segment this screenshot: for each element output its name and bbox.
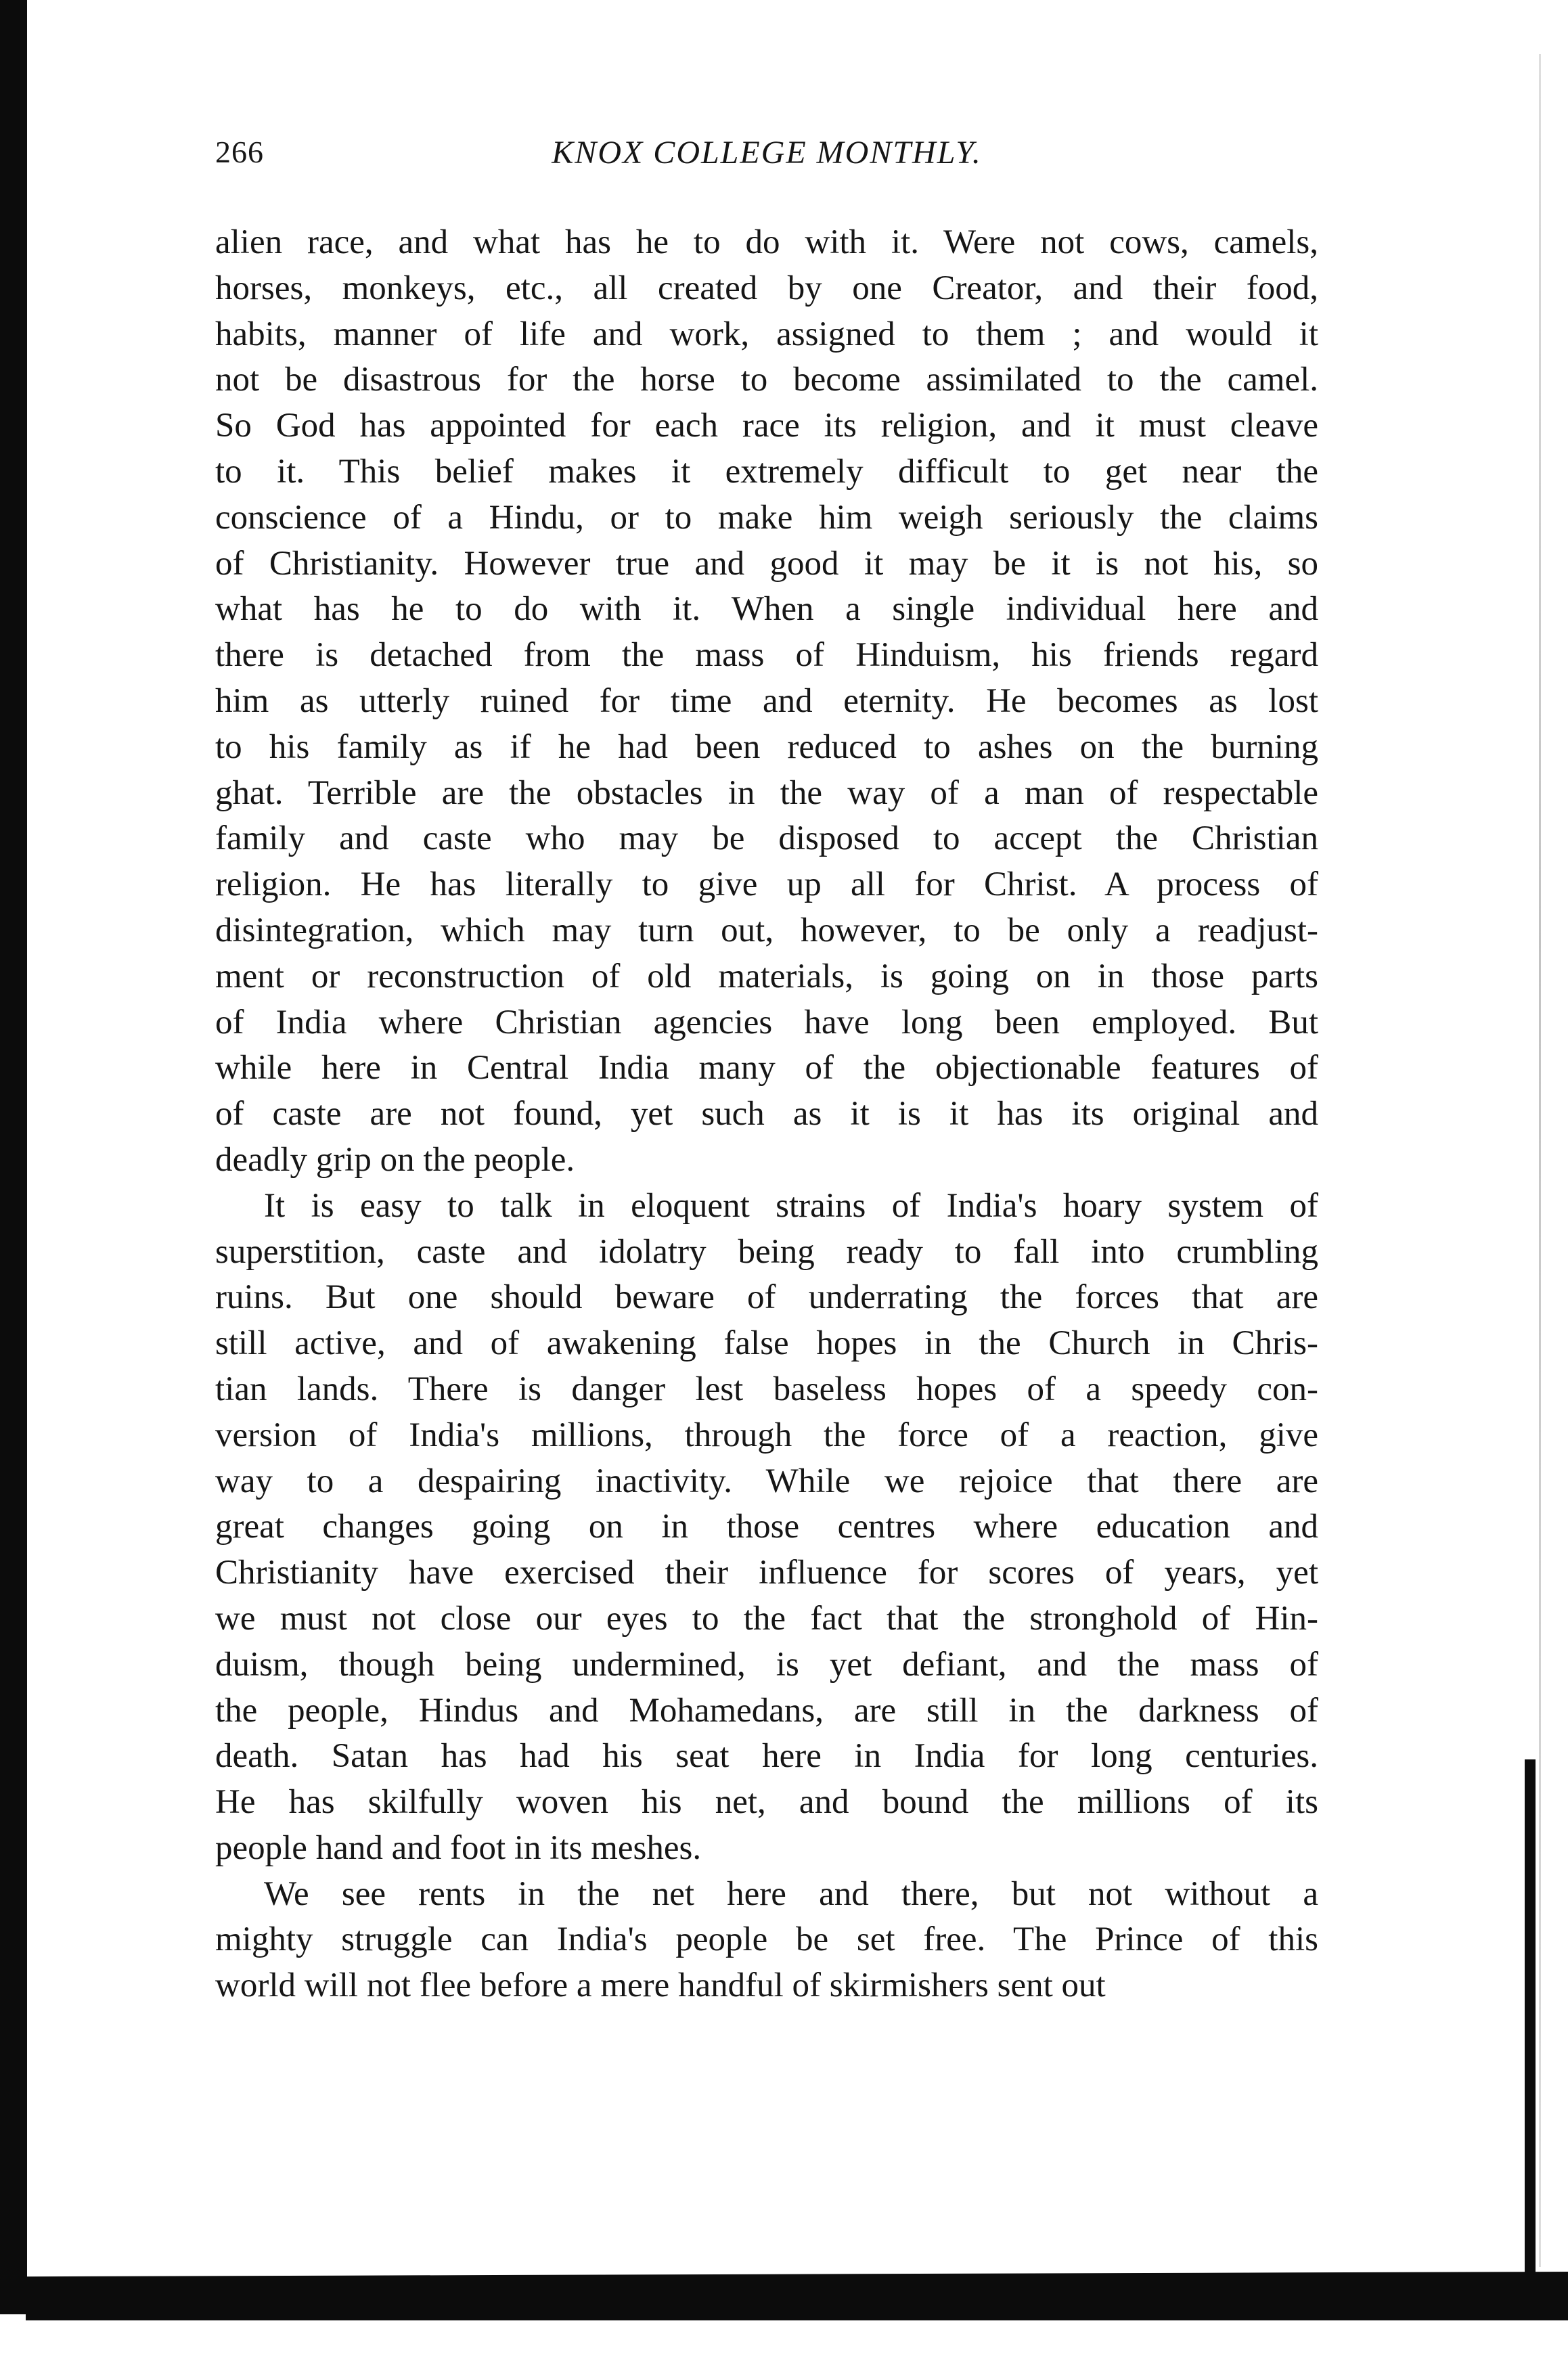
text-line: to it. This belief makes it extremely difficult to get near the — [215, 452, 1318, 491]
text-line: family and caste who may be disposed to accept the Christian — [215, 819, 1318, 858]
text-line: to his family as if he had been reduced to ashes on the burning — [215, 727, 1318, 766]
text-line: there is detached from the mass of Hinduism, his friends regard — [215, 636, 1318, 675]
paragraph — [215, 220, 1318, 1184]
text-line: mighty struggle can India's people be set free. The Prince of this — [215, 1920, 1318, 1959]
text-line: world will not flee before a mere handful of skirmishers sent out — [215, 1966, 1106, 2005]
text-line: what has he to do with it. When a single individual here and — [215, 590, 1318, 629]
text-line: superstition, caste and idolatry being ready to fall into crumbling — [215, 1232, 1318, 1271]
text-line: It is easy to talk in eloquent strains of India's hoary system of — [264, 1186, 1318, 1225]
page-header — [215, 134, 1318, 188]
text-line: deadly grip on the people. — [215, 1140, 575, 1179]
paragraph — [215, 1184, 1318, 1872]
text-line: disintegration, which may turn out, however, to be only a readjust- — [215, 911, 1318, 949]
scan-border-bottom — [26, 2272, 1568, 2320]
scan-border-right — [1539, 54, 1541, 2267]
text-line: we must not close our eyes to the fact that the stronghold of Hin- — [215, 1599, 1318, 1638]
article-body — [215, 220, 1318, 2009]
text-line: him as utterly ruined for time and eternity. He becomes as lost — [215, 681, 1318, 720]
text-line: way to a despairing inactivity. While we rejoice that there are — [215, 1462, 1318, 1500]
text-line: We see rents in the net here and there, but not without a — [264, 1874, 1318, 1913]
text-line: duism, though being undermined, is yet defiant, and the mass of — [215, 1645, 1318, 1684]
scan-border-left — [0, 0, 27, 2314]
text-line: of Christianity. However true and good it may be it is not his, so — [215, 544, 1318, 583]
text-line: version of India's millions, through the force of a reaction, give — [215, 1416, 1318, 1454]
text-line: of caste are not found, yet such as it is it has its original and — [215, 1095, 1318, 1133]
text-line: So God has appointed for each race its religion, and it must cleave — [215, 407, 1318, 445]
text-line: ghat. Terrible are the obstacles in the way of a man of respectable — [215, 773, 1318, 812]
text-line: the people, Hindus and Mohamedans, are still in the darkness of — [215, 1691, 1318, 1730]
text-line: religion. He has literally to give up all for Christ. A process of — [215, 865, 1318, 904]
text-line: great changes going on in those centres where education and — [215, 1508, 1318, 1546]
scan-border-right-lower — [1525, 1759, 1536, 2274]
text-line: Christianity have exercised their influence for scores of years, yet — [215, 1554, 1318, 1592]
text-line: habits, manner of life and work, assigned to them ; and would it — [215, 315, 1318, 353]
text-line: conscience of a Hindu, or to make him weigh seriously the claims — [215, 498, 1318, 537]
text-line: horses, monkeys, etc., all created by one Creator, and their food, — [215, 269, 1318, 307]
text-line: death. Satan has had his seat here in India for long centuries. — [215, 1737, 1318, 1776]
text-line: not be disastrous for the horse to become assimilated to the camel. — [215, 361, 1318, 399]
text-line: ruins. But one should beware of underrating the forces that are — [215, 1278, 1318, 1317]
text-line: while here in Central India many of the objectionable features of — [215, 1049, 1318, 1087]
text-line: of India where Christian agencies have long been employed. But — [215, 1003, 1318, 1041]
text-line: still active, and of awakening false hopes in the Church in Chris- — [215, 1324, 1318, 1363]
text-line: He has skilfully woven his net, and bound the millions of its — [215, 1783, 1318, 1822]
page-number: 266 — [215, 135, 264, 169]
text-line: tian lands. There is danger lest baseless hopes of a speedy con- — [215, 1370, 1318, 1408]
text-line: ment or reconstruction of old materials, is going on in those parts — [215, 957, 1318, 995]
text-line: people hand and foot in its meshes. — [215, 1828, 702, 1867]
running-title: KNOX COLLEGE MONTHLY. — [552, 135, 982, 171]
text-line: alien race, and what has he to do with it. Were not cows, camels, — [215, 223, 1318, 261]
paragraph — [215, 1872, 1318, 2009]
